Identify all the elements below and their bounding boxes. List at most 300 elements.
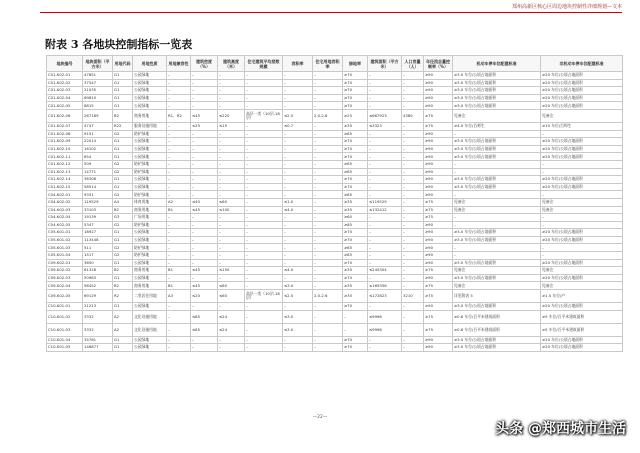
table-cell: – xyxy=(245,79,283,87)
table-cell: 56452 xyxy=(83,282,113,290)
page-title: 附表 3 各地块控制指标一览表 xyxy=(45,38,193,51)
table-cell: – xyxy=(218,344,245,352)
table-cell: – xyxy=(402,267,424,275)
table-cell: C09-K02-03 xyxy=(47,274,83,282)
table-cell: 69129 xyxy=(83,290,113,303)
table-cell: ≤3.0 xyxy=(283,323,313,336)
table-cell: ≥70 xyxy=(343,336,368,344)
table-row xyxy=(47,236,623,244)
table-cell: ≥35 xyxy=(343,267,368,275)
table-cell: C04-K02-04 xyxy=(47,214,83,222)
table-cell: – xyxy=(283,176,313,184)
table-cell: – xyxy=(402,79,424,87)
table-cell: – xyxy=(245,303,283,311)
table-cell: 防护绿地 xyxy=(133,130,167,138)
column-header: 地块编号 xyxy=(47,56,83,72)
table-cell: – xyxy=(313,282,343,290)
table-cell: – xyxy=(343,310,368,323)
column-header: 住宅建筑平均层数规模 xyxy=(245,56,283,72)
table-cell: – xyxy=(453,252,541,260)
table-cell: C01-K02-04 xyxy=(47,94,83,102)
table-cell: – xyxy=(283,160,313,168)
table-cell: 33103 xyxy=(83,206,113,214)
table-cell: – xyxy=(283,221,313,229)
table-cell: 21035 xyxy=(83,87,113,95)
table-cell: ≥70 xyxy=(343,102,368,110)
table-cell: – xyxy=(402,303,424,311)
table-cell: – xyxy=(167,244,191,252)
table-cell: – xyxy=(313,183,343,191)
table-row xyxy=(47,221,623,229)
table-cell: ≥85 xyxy=(343,168,368,176)
table-cell: – xyxy=(283,183,313,191)
table-cell: – xyxy=(368,102,402,110)
table-cell: – xyxy=(191,72,218,80)
table-cell: ≥3.0 车位/公顷占地面积 xyxy=(453,94,541,102)
column-header: 人口容量（人） xyxy=(402,56,424,72)
table-cell: ≥3.0 车位/公顷占地面积 xyxy=(453,236,541,244)
table-cell: 公园绿地 xyxy=(133,344,167,352)
table-row xyxy=(47,267,623,275)
table-cell: – xyxy=(453,191,541,199)
table-cell: R1、R2 xyxy=(167,109,191,122)
table-cell: – xyxy=(191,191,218,199)
table-cell: – xyxy=(313,310,343,323)
table-cell: – xyxy=(218,236,245,244)
table-cell: ≤169356 xyxy=(368,282,402,290)
table-cell: G1 xyxy=(113,183,133,191)
table-cell: – xyxy=(402,344,424,352)
table-cell: ≥70 xyxy=(343,344,368,352)
table-cell: ≥1.5 车位/户 xyxy=(541,290,623,303)
table-cell: C01-K02-03 xyxy=(47,87,83,95)
table-cell: ≥85 xyxy=(343,160,368,168)
table-cell: – xyxy=(218,244,245,252)
table-cell: – xyxy=(167,145,191,153)
table-cell: 58514 xyxy=(83,183,113,191)
table-cell: 61326 xyxy=(83,267,113,275)
table-cell: – xyxy=(191,153,218,161)
table-cell: ≥90 xyxy=(424,176,453,184)
table-cell: – xyxy=(167,102,191,110)
table-cell: 见备注 xyxy=(453,267,541,275)
table-cell: – xyxy=(368,214,402,222)
table-cell: – xyxy=(167,183,191,191)
table-cell: – xyxy=(402,259,424,267)
table-cell: – xyxy=(402,145,424,153)
table-cell: – xyxy=(218,145,245,153)
table-cell: – xyxy=(283,168,313,176)
table-cell: – xyxy=(402,252,424,260)
table-cell: ≥70 xyxy=(343,176,368,184)
table-cell: ≥3.0 车位/公顷占地面积 xyxy=(453,336,541,344)
table-cell: 18927 xyxy=(83,229,113,237)
table-cell: C05-K01-01 xyxy=(47,229,83,237)
table-cell: 公园绿地 xyxy=(133,303,167,311)
table-cell: ≥20 车位/公顷占地面积 xyxy=(541,259,623,267)
column-header: 非机动车停车位配建标准 xyxy=(541,56,623,72)
table-cell: – xyxy=(283,229,313,237)
table-cell: ≤4.0 xyxy=(283,267,313,275)
table-cell: B2 xyxy=(113,109,133,122)
table-cell: – xyxy=(368,221,402,229)
table-cell: ≤3323 xyxy=(368,122,402,130)
table-cell: 见备注 xyxy=(541,206,623,214)
table-cell: C05-K01-03 xyxy=(47,244,83,252)
table-cell: – xyxy=(313,244,343,252)
table-cell: – xyxy=(167,310,191,323)
table-cell: – xyxy=(245,206,283,214)
table-cell: – xyxy=(167,79,191,87)
table-row xyxy=(47,109,623,122)
table-cell: – xyxy=(191,94,218,102)
table-cell: 4389 xyxy=(402,109,424,122)
table-cell: 见备注 xyxy=(541,267,623,275)
column-header: 用地代码 xyxy=(113,56,133,72)
table-cell: – xyxy=(402,160,424,168)
table-cell: – xyxy=(283,236,313,244)
column-header: 建筑密度（%） xyxy=(191,56,218,72)
table-cell: – xyxy=(283,72,313,80)
table-cell: ≥90 xyxy=(424,153,453,161)
table-cell: ≥70 xyxy=(343,229,368,237)
table-cell: – xyxy=(368,160,402,168)
table-cell: ≥70 xyxy=(343,303,368,311)
table-cell: – xyxy=(368,244,402,252)
table-cell: – xyxy=(245,244,283,252)
table-cell: ≤60 xyxy=(218,290,245,303)
column-header: 容积率 xyxy=(283,56,313,72)
table-cell: – xyxy=(191,244,218,252)
table-cell: – xyxy=(218,214,245,222)
table-cell: – xyxy=(218,221,245,229)
table-cell: ≥75 xyxy=(424,122,453,130)
table-cell: ≤3.0 xyxy=(283,310,313,323)
table-cell: – xyxy=(313,259,343,267)
table-cell: ≥90 xyxy=(424,236,453,244)
table-cell: – xyxy=(167,303,191,311)
table-cell: – xyxy=(453,214,541,222)
table-cell: ≤20 xyxy=(191,290,218,303)
page-number: —22— xyxy=(312,415,328,420)
table-cell: – xyxy=(191,145,218,153)
table-cell: – xyxy=(167,214,191,222)
table-cell: C10-K01-01 xyxy=(47,303,83,311)
table-cell: ≥20 车位/公顷占地面积 xyxy=(541,153,623,161)
table-cell: – xyxy=(313,168,343,176)
table-cell: – xyxy=(191,274,218,282)
table-cell: ≥90 xyxy=(424,130,453,138)
column-header: 用地兼容性 xyxy=(167,56,191,72)
table-cell: 见备注 xyxy=(453,206,541,214)
table-cell: C01-K02-05 xyxy=(47,102,83,110)
table-cell: – xyxy=(313,274,343,282)
table-cell: ≥3.0 车位/公顷占地面积 xyxy=(453,183,541,191)
table-cell: ≤667923 xyxy=(368,109,402,122)
table-cell: R2 xyxy=(113,290,133,303)
table-cell: – xyxy=(368,344,402,352)
table-cell: C04-K02-02 xyxy=(47,198,83,206)
table-cell: – xyxy=(191,252,218,260)
table-cell: 商务用地 xyxy=(133,267,167,275)
table-cell: – xyxy=(218,79,245,87)
table-cell: ≥70 xyxy=(343,236,368,244)
table-cell: 公园绿地 xyxy=(133,138,167,146)
table-cell: ≥85 xyxy=(343,191,368,199)
table-cell: 22014 xyxy=(83,138,113,146)
table-cell: 16102 xyxy=(83,145,113,153)
table-cell: – xyxy=(368,87,402,95)
table-cell: ≥90 xyxy=(424,221,453,229)
table-cell: – xyxy=(368,303,402,311)
table-cell: 高层一类（10层-18层） xyxy=(245,109,283,122)
table-cell: ≥20 车位/公顷占地面积 xyxy=(541,344,623,352)
table-cell: ≥70 xyxy=(343,94,368,102)
table-row xyxy=(47,198,623,206)
table-cell: – xyxy=(283,303,313,311)
table-cell: B1 xyxy=(167,282,191,290)
table-cell: – xyxy=(167,153,191,161)
table-cell: – xyxy=(453,221,541,229)
table-cell: 3650 xyxy=(83,259,113,267)
table-cell: 公园绿地 xyxy=(133,153,167,161)
table-cell: – xyxy=(402,282,424,290)
table-cell: – xyxy=(313,323,343,336)
table-cell: ≤40 xyxy=(191,198,218,206)
table-cell: – xyxy=(313,102,343,110)
table-cell: 36306 xyxy=(83,176,113,184)
table-cell: ≥90 xyxy=(424,87,453,95)
table-cell: 防护绿地 xyxy=(133,168,167,176)
table-cell: – xyxy=(218,138,245,146)
table-row xyxy=(47,94,623,102)
column-header: 绿地率 xyxy=(343,56,368,72)
watermark-text: 头条 @郑西城市生活 xyxy=(495,421,626,437)
column-header: 建筑面积（平方米） xyxy=(368,56,402,72)
table-row xyxy=(47,138,623,146)
table-cell: – xyxy=(218,274,245,282)
table-cell: – xyxy=(283,87,313,95)
table-cell: ≤45 xyxy=(191,109,218,122)
table-cell: C01-K02-13 xyxy=(47,168,83,176)
table-cell: C09-K02-05 xyxy=(47,290,83,303)
table-cell: – xyxy=(245,310,283,323)
table-cell: – xyxy=(313,344,343,352)
table-cell: ≥20 车位/公顷占地面积 xyxy=(541,176,623,184)
table-cell: – xyxy=(167,168,191,176)
table-cell: – xyxy=(402,72,424,80)
table-cell: ≥90 xyxy=(424,145,453,153)
table-row xyxy=(47,206,623,214)
table-cell: – xyxy=(191,336,218,344)
table-cell: 服务设施用地 xyxy=(133,122,167,130)
table-cell: ≥90 xyxy=(424,229,453,237)
table-cell: 商务用地 xyxy=(133,109,167,122)
table-cell: ≥60 xyxy=(343,214,368,222)
table-cell: ≥3.0 车位/公顷占地面积 xyxy=(453,274,541,282)
table-cell: – xyxy=(245,282,283,290)
table-cell: ≥20 车位/公顷占地面积 xyxy=(541,303,623,311)
table-cell: G1 xyxy=(113,138,133,146)
table-cell: – xyxy=(191,160,218,168)
table-cell: – xyxy=(453,244,541,252)
table-cell: ≥20 车位/公顷占地面积 xyxy=(541,336,623,344)
table-cell: ≥35 xyxy=(343,206,368,214)
table-cell: – xyxy=(402,183,424,191)
table-cell: G1 xyxy=(113,303,133,311)
table-cell: C05-K01-02 xyxy=(47,236,83,244)
table-row xyxy=(47,72,623,80)
table-body xyxy=(47,72,623,352)
table-cell: 防护绿地 xyxy=(133,221,167,229)
table-cell: C01-K02-08 xyxy=(47,130,83,138)
table-cell: ≥75 xyxy=(424,323,453,336)
column-header: 机动车停车位配建标准 xyxy=(453,56,541,72)
table-cell: ≥70 xyxy=(343,153,368,161)
table-cell: – xyxy=(245,122,283,130)
table-cell: ≤172823 xyxy=(368,290,402,303)
table-cell: – xyxy=(167,259,191,267)
table-cell: – xyxy=(283,145,313,153)
table-cell: – xyxy=(167,274,191,282)
table-cell: 防护绿地 xyxy=(133,191,167,199)
table-cell: ≤60 xyxy=(218,198,245,206)
table-cell: 公园绿地 xyxy=(133,94,167,102)
table-cell: 见备注 xyxy=(541,282,623,290)
table-cell: – xyxy=(218,87,245,95)
table-cell: G2 xyxy=(113,221,133,229)
table-cell: – xyxy=(313,236,343,244)
table-cell: – xyxy=(402,153,424,161)
table-cell: A4 xyxy=(113,198,133,206)
table-cell: ≥3.0 车位/公顷占地面积 xyxy=(453,145,541,153)
table-cell: ≤45 xyxy=(191,206,218,214)
table-cell: A2 xyxy=(113,323,133,336)
table-cell: – xyxy=(368,168,402,176)
table-cell: ≥75 xyxy=(424,282,453,290)
table-cell: 1517 xyxy=(83,252,113,260)
table-cell: B2 xyxy=(113,282,133,290)
table-cell: 35761 xyxy=(83,336,113,344)
table-cell: ≥3.0 车位/公顷占地面积 xyxy=(453,102,541,110)
table-cell: 4747 xyxy=(83,122,113,130)
table-cell: – xyxy=(402,214,424,222)
table-cell: ≤24 xyxy=(218,310,245,323)
table-cell: C04-K02-05 xyxy=(47,221,83,229)
table-cell: – xyxy=(402,229,424,237)
table-cell: ≤80 xyxy=(218,282,245,290)
table-cell: C01-K02-11 xyxy=(47,153,83,161)
table-cell: ≥75 xyxy=(424,310,453,323)
table-cell: 509 xyxy=(83,160,113,168)
table-cell: – xyxy=(313,214,343,222)
table-cell: C01-K02-06 xyxy=(47,109,83,122)
table-cell: – xyxy=(541,130,623,138)
table-cell: ≥35 xyxy=(343,198,368,206)
table-cell: 详见附表 5 xyxy=(453,290,541,303)
table-cell: ≥75 xyxy=(424,109,453,122)
table-cell: ≥10 车位/百师生 xyxy=(541,122,623,130)
table-cell: 2.0-2.6 xyxy=(313,290,343,303)
table-cell: – xyxy=(343,323,368,336)
table-cell: ≥3.0 车位/公顷占地面积 xyxy=(453,72,541,80)
table-cell: ≥85 xyxy=(343,130,368,138)
column-header: 建筑高度（米） xyxy=(218,56,245,72)
table-cell: – xyxy=(368,252,402,260)
table-cell: – xyxy=(167,160,191,168)
table-row xyxy=(47,160,623,168)
table-cell: – xyxy=(313,72,343,80)
table-cell: – xyxy=(245,191,283,199)
table-cell: ≥35 xyxy=(343,290,368,303)
table-cell: – xyxy=(191,236,218,244)
table-cell: – xyxy=(313,87,343,95)
table-cell: – xyxy=(368,138,402,146)
table-cell: G1 xyxy=(113,72,133,80)
table-cell: – xyxy=(191,221,218,229)
table-cell: ≥3.0 车位/公顷占地面积 xyxy=(453,87,541,95)
table-cell: C09-K02-02 xyxy=(47,267,83,275)
table-cell: ≥70 xyxy=(343,72,368,80)
table-cell: ≥3.0 车位/公顷占地面积 xyxy=(453,303,541,311)
table-cell: ≥70 xyxy=(343,79,368,87)
table-cell: – xyxy=(453,168,541,176)
table-cell: – xyxy=(283,138,313,146)
table-row xyxy=(47,323,623,336)
table-cell: – xyxy=(245,214,283,222)
table-cell: ≥75 xyxy=(424,267,453,275)
table-row xyxy=(47,303,623,311)
table-cell: – xyxy=(402,221,424,229)
table-cell: G1 xyxy=(113,153,133,161)
table-cell: ≥85 xyxy=(343,244,368,252)
table-cell: ≥0.8 车位/百平米建筑面积 xyxy=(453,323,541,336)
table-cell: – xyxy=(167,191,191,199)
table-cell: – xyxy=(368,274,402,282)
table-cell: ≤100 xyxy=(218,206,245,214)
table-cell: – xyxy=(402,198,424,206)
table-cell: 公园绿地 xyxy=(133,229,167,237)
table-cell: ≥20 车位/公顷占地面积 xyxy=(541,236,623,244)
table-cell: 见备注 xyxy=(541,109,623,122)
table-cell: C01-K02-02 xyxy=(47,79,83,87)
table-cell: ≥75 xyxy=(424,290,453,303)
table-cell: – xyxy=(245,138,283,146)
table-cell: – xyxy=(541,160,623,168)
table-row xyxy=(47,229,623,237)
table-cell: 商务用地 xyxy=(133,282,167,290)
table-cell: – xyxy=(368,72,402,80)
table-cell: C01-K02-15 xyxy=(47,183,83,191)
table-cell: – xyxy=(313,252,343,260)
table-cell: ≥3.0 车位/公顷占地面积 xyxy=(453,138,541,146)
table-cell: – xyxy=(218,229,245,237)
table-cell: ≥20 车位/公顷占地面积 xyxy=(541,72,623,80)
table-cell: B2 xyxy=(113,267,133,275)
table-cell: G1 xyxy=(113,145,133,153)
table-cell: – xyxy=(167,252,191,260)
table-cell: ≤2.5 xyxy=(283,290,313,303)
table-cell: 5347 xyxy=(83,221,113,229)
table-cell: C01-K02-12 xyxy=(47,160,83,168)
table-cell: – xyxy=(218,183,245,191)
table-cell: 高层一类（10层-18层） xyxy=(245,290,283,303)
table-cell: – xyxy=(191,303,218,311)
table-cell: – xyxy=(167,221,191,229)
table-cell: C01-K02-09 xyxy=(47,138,83,146)
table-cell: – xyxy=(245,344,283,352)
table-cell: – xyxy=(167,344,191,352)
